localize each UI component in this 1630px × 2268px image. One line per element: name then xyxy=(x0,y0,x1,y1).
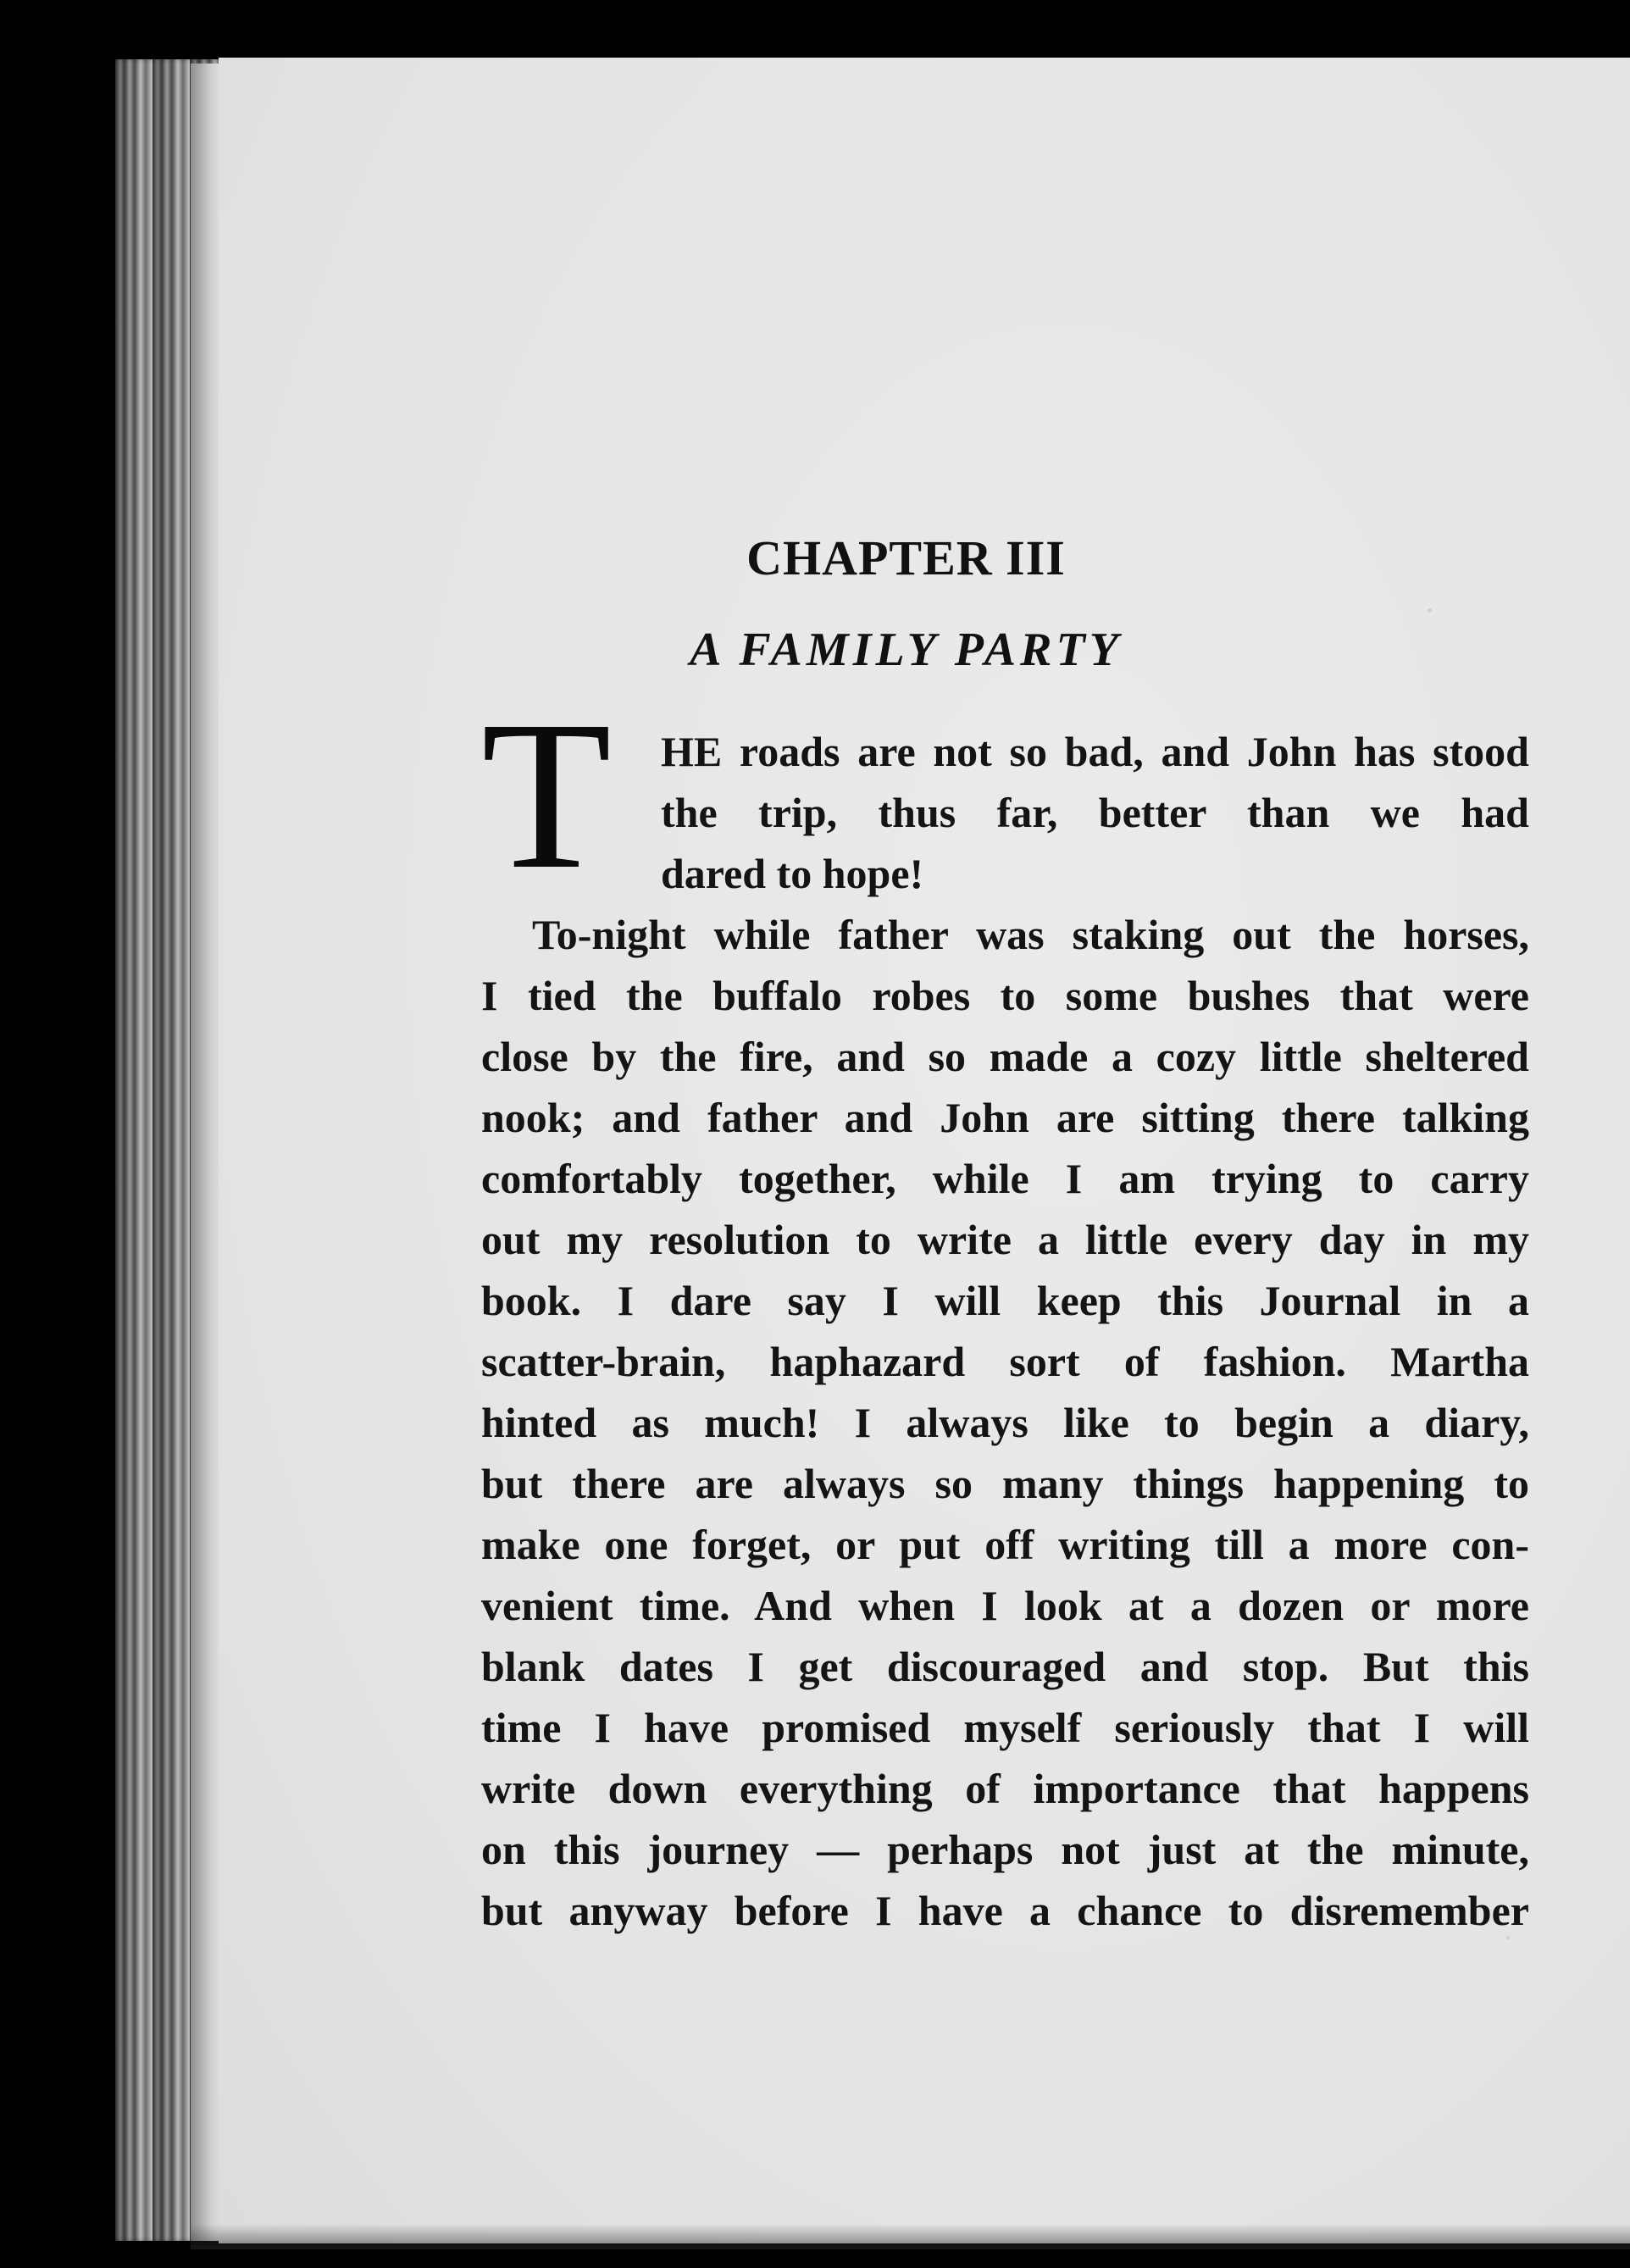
text-line: book. I dare say I will keep this Journal in a xyxy=(481,1277,1529,1324)
text-line: blank dates I get discouraged and stop. But this xyxy=(481,1643,1529,1690)
paper-speck xyxy=(1506,1936,1510,1939)
text-line: time I have promised myself seriously that I will xyxy=(481,1704,1529,1751)
text-line: comfortably together, while I am trying to carry xyxy=(481,1155,1529,1202)
text-line: hinted as much! I always like to begin a diary, xyxy=(481,1399,1529,1446)
text-line: on this journey — perhaps not just at the minute, xyxy=(481,1826,1529,1873)
text-line: venient time. And when I look at a dozen or more xyxy=(481,1582,1529,1629)
drop-cap: T xyxy=(481,676,612,913)
text-line: nook; and father and John are sitting there talking xyxy=(481,1094,1529,1141)
text-line: HE roads are not so bad, and John has stood xyxy=(661,728,1529,775)
text-line: out my resolution to write a little every day in my xyxy=(481,1216,1529,1263)
text-line: write down everything of importance that happens xyxy=(481,1765,1529,1812)
chapter-title: A FAMILY PARTY xyxy=(690,624,1123,676)
paper-speck xyxy=(1428,608,1432,613)
text-line: dared to hope! xyxy=(661,850,924,897)
text-line: close by the fire, and so made a cozy little sheltered xyxy=(481,1033,1529,1080)
text-line: but anyway before I have a chance to disremember xyxy=(481,1887,1529,1934)
text-line: To-night while father was staking out the horses, xyxy=(532,911,1529,958)
page-bottom-shadow xyxy=(191,2224,1630,2249)
chapter-number: CHAPTER III xyxy=(746,530,1066,585)
text-line: but there are always so many things happening to xyxy=(481,1460,1529,1507)
text-line: scatter-brain, haphazard sort of fashion. Martha xyxy=(481,1338,1529,1385)
text-line: the trip, thus far, better than we had xyxy=(661,789,1529,836)
text-line: I tied the buffalo robes to some bushes that were xyxy=(481,972,1529,1019)
text-line: make one forget, or put off writing till a more con- xyxy=(481,1521,1529,1568)
